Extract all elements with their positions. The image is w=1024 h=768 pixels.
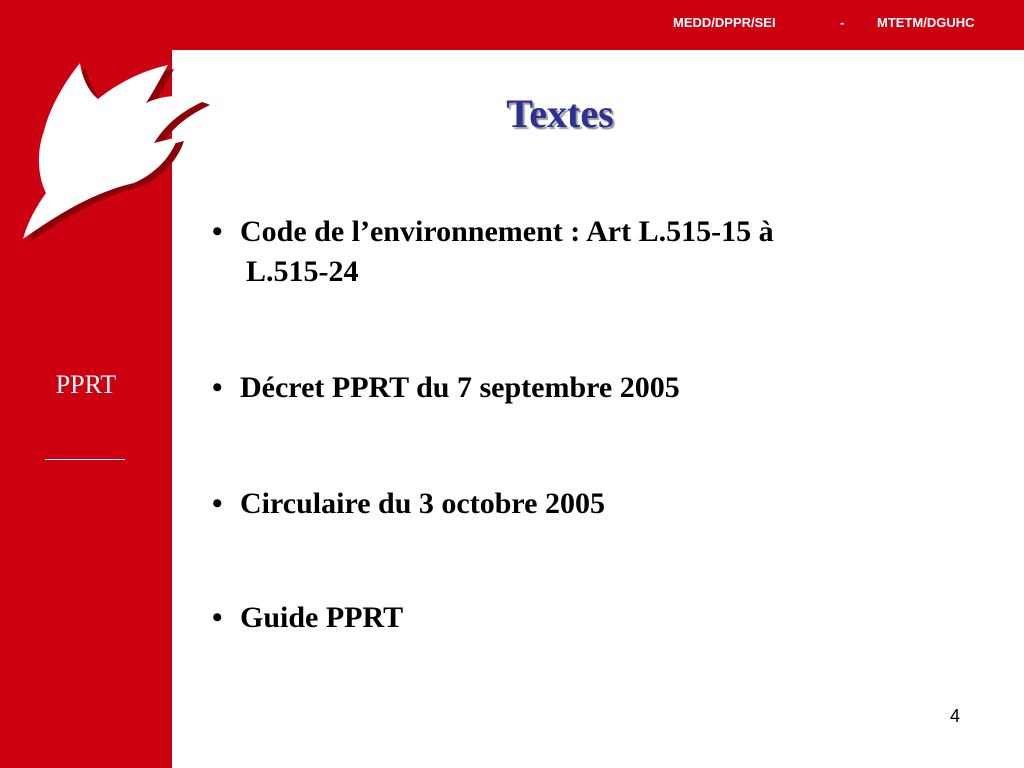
page-number: 4	[949, 706, 960, 726]
sidebar-divider	[45, 459, 125, 460]
bullet-dot: •	[212, 487, 223, 520]
bullet-item-guide	[212, 598, 992, 638]
sidebar	[0, 0, 172, 768]
leaf-icon	[6, 55, 231, 245]
bullet-text-continuation: L.515-24	[246, 255, 359, 288]
bullet-dot: •	[212, 371, 223, 404]
bullet-item-decret	[212, 368, 992, 408]
bullet-text: Guide PPRT	[240, 601, 404, 634]
header-organization-left: MEDD/DPPR/SEI	[673, 15, 776, 30]
header-organization-right: MTETM/DGUHC	[877, 15, 975, 30]
bullet-dot: •	[212, 215, 223, 248]
bullet-dot: •	[212, 601, 223, 634]
sidebar-label: PPRT	[55, 370, 117, 399]
bullet-item-circulaire	[212, 484, 992, 524]
bullet-text: Décret PPRT du 7 septembre 2005	[240, 371, 680, 404]
bullet-item-code-environnement	[212, 212, 992, 292]
slide-title: Textes	[506, 91, 614, 136]
header-separator: -	[840, 15, 845, 30]
bullet-text: Code de l’environnement : Art L.515-15 à	[240, 215, 774, 248]
bullet-text: Circulaire du 3 octobre 2005	[240, 487, 605, 520]
